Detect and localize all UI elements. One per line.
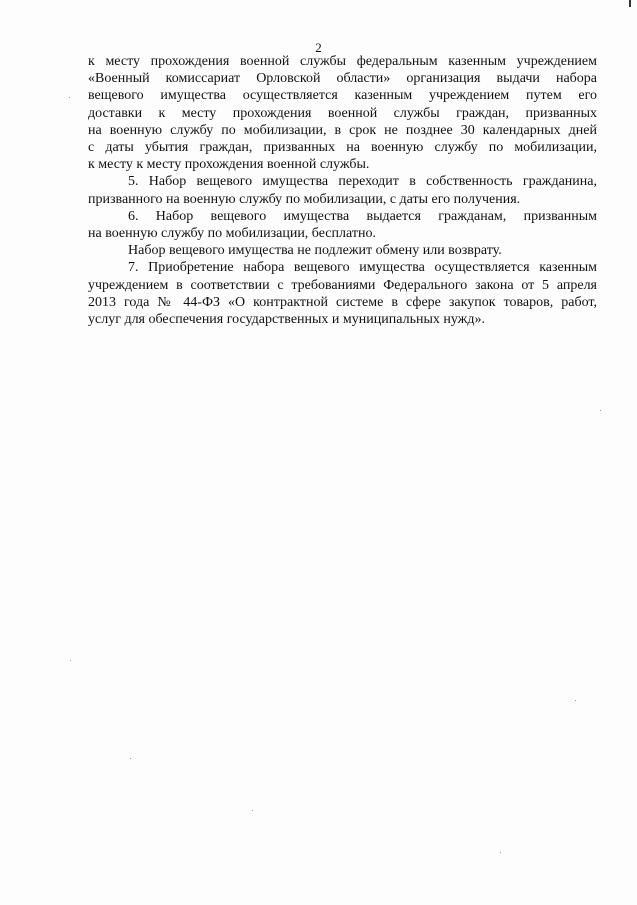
paragraph-item-7 — [88, 259, 597, 328]
scan-speck — [575, 700, 576, 701]
scan-mark — [629, 0, 631, 7]
text-line: доставки к месту прохождения военной службы граждан, призванных — [88, 105, 597, 121]
text-line: 6. Набор вещевого имущества выдается гражданам, призванным — [128, 208, 597, 224]
text-line: 7. Приобретение набора вещевого имущества осуществляется казенным — [128, 260, 597, 276]
scan-speck — [70, 660, 71, 661]
text-line: «Военный комиссариат Орловской области» организация выдачи набора — [88, 71, 597, 87]
paragraph-item-6 — [88, 208, 597, 242]
text-line: к месту прохождения военной службы федеральным казенным учреждением — [88, 54, 597, 69]
scan-speck — [600, 410, 601, 411]
text-line: к месту к месту прохождения военной службы. — [88, 157, 370, 173]
document-body — [88, 53, 597, 328]
text-line: с даты убытия граждан, призванных на военную службу по мобилизации, — [88, 140, 597, 156]
paragraph-no-exchange — [88, 242, 597, 259]
paragraph-item-5 — [88, 173, 597, 207]
page-number: 2 — [315, 40, 322, 55]
text-line: услуг для обеспечения государственных и муниципальных нужд». — [88, 312, 485, 328]
scan-speck — [500, 852, 501, 853]
scan-speck — [130, 758, 131, 759]
text-line: 5. Набор вещевого имущества переходит в собственность гражданина, — [128, 174, 597, 190]
text-line: на военную службу по мобилизации, в срок не позднее 30 календарных дней — [88, 122, 597, 138]
text-line: учреждением в соответствии с требованиями Федерального закона от 5 апреля — [88, 277, 597, 293]
scan-speck — [69, 97, 70, 98]
text-line: 2013 года № 44-ФЗ «О контрактной системе в сфере закупок товаров, работ, — [88, 294, 597, 310]
paragraph-continuation — [88, 53, 597, 173]
text-line: вещевого имущества осуществляется казенным учреждением путем его — [88, 88, 597, 104]
text-line: на военную службу по мобилизации, бесплатно. — [88, 226, 376, 242]
text-line: Набор вещевого имущества не подлежит обмену или возврату. — [128, 243, 502, 259]
text-line: призванного на военную службу по мобилизации, с даты его получения. — [88, 191, 521, 207]
scan-speck — [252, 810, 253, 811]
